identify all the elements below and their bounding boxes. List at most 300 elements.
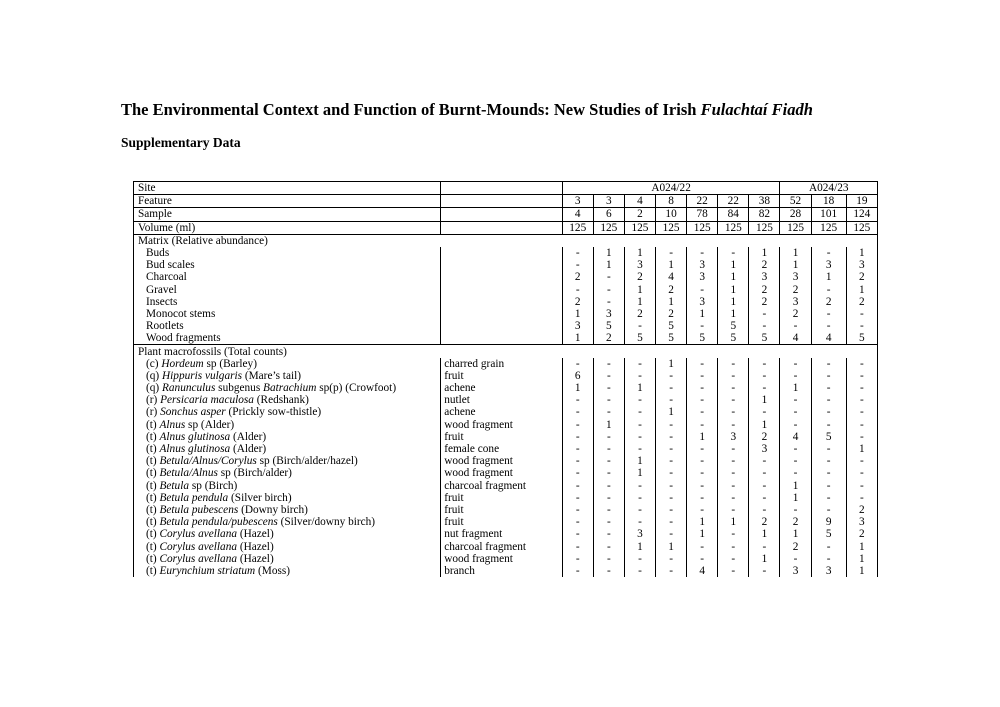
count-value: - — [811, 553, 846, 565]
taxon-label — [134, 528, 441, 540]
count-value: 1 — [780, 259, 811, 271]
count-value: 5 — [846, 332, 877, 345]
count-value: - — [656, 419, 687, 431]
section-header-row — [134, 234, 878, 247]
count-value: - — [624, 492, 655, 504]
page-title-main: The Environmental Context and Function of Burnt-Mounds: New Studies of Irish — [121, 100, 701, 119]
count-value: 4 — [656, 271, 687, 283]
taxon-text: (Hazel) — [237, 552, 274, 565]
count-value: - — [624, 406, 655, 418]
taxon-label — [134, 259, 441, 271]
count-value: - — [687, 406, 718, 418]
page-subtitle: Supplementary Data — [121, 135, 241, 150]
taxon-label — [134, 271, 441, 283]
count-value: 2 — [656, 308, 687, 320]
count-value: - — [749, 565, 780, 577]
taxon-label — [134, 382, 441, 394]
count-value: - — [562, 431, 593, 443]
table-row — [134, 332, 878, 345]
taxon-text: (q) — [146, 382, 162, 395]
count-value: 1 — [562, 332, 593, 345]
material-type: wood fragment — [441, 553, 562, 565]
count-value: 5 — [718, 332, 749, 345]
taxon-text: sp (Alder) — [185, 418, 235, 431]
taxon-text: (Hazel) — [237, 540, 274, 553]
count-value: - — [593, 565, 624, 577]
taxon-text: (t) — [146, 467, 160, 480]
table-row — [134, 455, 878, 467]
table-row — [134, 553, 878, 565]
count-value: 5 — [811, 528, 846, 540]
count-value: - — [624, 419, 655, 431]
count-value: - — [593, 370, 624, 382]
count-value: - — [718, 553, 749, 565]
count-value: - — [749, 308, 780, 320]
volume-value: 125 — [811, 221, 846, 234]
taxon-label — [134, 504, 441, 516]
count-value: - — [624, 565, 655, 577]
count-value: - — [562, 540, 593, 552]
site-label: Site — [134, 182, 441, 195]
count-value: 3 — [780, 271, 811, 283]
feature-value: 18 — [811, 195, 846, 208]
material-type: branch — [441, 565, 562, 577]
count-value: - — [749, 358, 780, 370]
count-value: - — [624, 443, 655, 455]
count-value: - — [656, 516, 687, 528]
count-value: - — [593, 271, 624, 283]
volume-value: 125 — [780, 221, 811, 234]
count-value: - — [780, 443, 811, 455]
table-row — [134, 247, 878, 259]
taxon-text: (Silver/downy birch) — [277, 516, 376, 529]
count-value: - — [656, 443, 687, 455]
count-value: 1 — [593, 259, 624, 271]
count-value: - — [624, 431, 655, 443]
taxon-italic: Alnus glutinosa — [159, 430, 231, 443]
count-value: - — [687, 382, 718, 394]
taxon-italic: Sonchus asper — [160, 406, 226, 419]
count-value: - — [562, 284, 593, 296]
feature-value: 3 — [593, 195, 624, 208]
count-value: - — [562, 528, 593, 540]
table-row — [134, 419, 878, 431]
table-row — [134, 528, 878, 540]
count-value: - — [811, 308, 846, 320]
count-value: - — [749, 382, 780, 394]
sample-value: 2 — [624, 208, 655, 221]
count-value: - — [687, 419, 718, 431]
taxon-italic: Hippuris vulgaris — [162, 369, 243, 382]
material-type: fruit — [441, 492, 562, 504]
count-value: - — [687, 553, 718, 565]
taxon-text: (t) — [146, 443, 160, 456]
volume-value: 125 — [718, 221, 749, 234]
count-value: 3 — [687, 296, 718, 308]
count-value: - — [562, 259, 593, 271]
count-value: - — [749, 492, 780, 504]
count-value: - — [656, 431, 687, 443]
count-value: 2 — [780, 540, 811, 552]
count-value: - — [846, 382, 877, 394]
count-value: - — [624, 370, 655, 382]
taxon-label — [134, 370, 441, 382]
count-value: - — [718, 528, 749, 540]
taxon-italic: Alnus glutinosa — [159, 443, 231, 456]
count-value: - — [687, 443, 718, 455]
count-value: 3 — [687, 271, 718, 283]
count-value: - — [687, 504, 718, 516]
material-type — [441, 284, 562, 296]
feature-value: 22 — [687, 195, 718, 208]
taxon-italic: Betula/Alnus — [159, 467, 218, 480]
count-value: - — [687, 247, 718, 259]
material-type: fruit — [441, 370, 562, 382]
taxon-label — [134, 431, 441, 443]
count-value: - — [718, 467, 749, 479]
feature-value: 52 — [780, 195, 811, 208]
count-value: - — [624, 320, 655, 332]
count-value: 1 — [846, 553, 877, 565]
count-value: - — [811, 284, 846, 296]
count-value: 1 — [562, 382, 593, 394]
count-value: - — [780, 504, 811, 516]
count-value: 2 — [749, 431, 780, 443]
volume-value: 125 — [687, 221, 718, 234]
taxon-label — [134, 540, 441, 552]
count-value: - — [562, 480, 593, 492]
count-value: - — [780, 358, 811, 370]
count-value: - — [656, 553, 687, 565]
sample-value: 84 — [718, 208, 749, 221]
count-value: - — [656, 394, 687, 406]
count-value: 1 — [687, 431, 718, 443]
count-value: 2 — [749, 296, 780, 308]
table-row — [134, 565, 878, 577]
table-row — [134, 516, 878, 528]
site-name: A024/23 — [780, 182, 878, 195]
count-value: 3 — [749, 271, 780, 283]
count-value: - — [780, 455, 811, 467]
material-type: female cone — [441, 443, 562, 455]
count-value: 3 — [687, 259, 718, 271]
count-value: 5 — [656, 332, 687, 345]
table-row — [134, 271, 878, 283]
count-value: 1 — [780, 480, 811, 492]
volume-value: 125 — [656, 221, 687, 234]
count-value: 2 — [780, 284, 811, 296]
taxon-italic: Betula/Alnus/Corylus — [159, 455, 257, 468]
count-value: 1 — [846, 247, 877, 259]
table-row — [134, 308, 878, 320]
count-value: 4 — [780, 431, 811, 443]
count-value: - — [562, 516, 593, 528]
count-value: - — [656, 455, 687, 467]
taxon-text: Monocot stems — [146, 307, 216, 320]
taxon-label — [134, 284, 441, 296]
sample-value: 78 — [687, 208, 718, 221]
sample-value: 101 — [811, 208, 846, 221]
sample-value: 6 — [593, 208, 624, 221]
count-value: 4 — [687, 565, 718, 577]
table-row — [134, 480, 878, 492]
count-value: - — [624, 516, 655, 528]
taxon-italic: Corylus avellana — [159, 540, 238, 553]
count-value: - — [562, 406, 593, 418]
count-value: 1 — [749, 247, 780, 259]
count-value: - — [718, 406, 749, 418]
taxon-text: Rootlets — [146, 320, 184, 333]
count-value: 2 — [656, 284, 687, 296]
count-value: - — [749, 467, 780, 479]
taxon-italic: Corylus avellana — [159, 528, 238, 541]
count-value: - — [562, 443, 593, 455]
count-value: 1 — [780, 528, 811, 540]
taxon-text: (Silver birch) — [228, 491, 292, 504]
taxon-text: (t) — [146, 503, 160, 516]
volume-value: 125 — [749, 221, 780, 234]
taxon-text: sp (Birch) — [189, 479, 238, 492]
count-value: - — [846, 480, 877, 492]
count-value: 1 — [811, 271, 846, 283]
count-value: - — [749, 370, 780, 382]
count-value: 3 — [780, 565, 811, 577]
count-value: 1 — [656, 540, 687, 552]
sample-value: 28 — [780, 208, 811, 221]
count-value: 1 — [718, 284, 749, 296]
page-title-italic: Fulachtaí Fiadh — [700, 100, 813, 119]
count-value: - — [593, 358, 624, 370]
count-value: - — [656, 504, 687, 516]
count-value: 1 — [749, 419, 780, 431]
count-value: - — [656, 247, 687, 259]
count-value: 1 — [749, 553, 780, 565]
count-value: - — [624, 394, 655, 406]
count-value: 2 — [593, 332, 624, 345]
count-value: - — [846, 358, 877, 370]
count-value: - — [687, 320, 718, 332]
count-value: - — [718, 504, 749, 516]
count-value: 3 — [718, 431, 749, 443]
count-value: - — [562, 467, 593, 479]
count-value: - — [656, 382, 687, 394]
count-value: - — [811, 480, 846, 492]
count-value: - — [562, 455, 593, 467]
count-value: 1 — [624, 467, 655, 479]
type-header-cell — [441, 221, 562, 234]
count-value: 1 — [718, 296, 749, 308]
sample-value: 4 — [562, 208, 593, 221]
taxon-text: (r) — [146, 394, 161, 407]
count-value: - — [718, 419, 749, 431]
count-value: - — [846, 492, 877, 504]
table-row — [134, 296, 878, 308]
count-value: - — [624, 504, 655, 516]
table-row — [134, 504, 878, 516]
taxon-text: (t) — [146, 540, 160, 553]
count-value: - — [718, 492, 749, 504]
count-value: - — [780, 467, 811, 479]
material-type: fruit — [441, 516, 562, 528]
material-type: charred grain — [441, 358, 562, 370]
sample-label: Sample — [134, 208, 441, 221]
count-value: 1 — [846, 443, 877, 455]
count-value: - — [593, 443, 624, 455]
count-value: - — [593, 492, 624, 504]
count-value: - — [562, 565, 593, 577]
table-row — [134, 370, 878, 382]
taxon-text: (t) — [146, 516, 160, 529]
count-value: 3 — [846, 259, 877, 271]
count-value: 1 — [687, 308, 718, 320]
count-value: 2 — [749, 259, 780, 271]
section-title: Plant macrofossils (Total counts) — [134, 345, 878, 358]
taxon-text: sp (Birch/alder/hazel) — [256, 455, 358, 468]
count-value: - — [687, 358, 718, 370]
count-value: - — [846, 455, 877, 467]
count-value: - — [718, 382, 749, 394]
count-value: - — [749, 480, 780, 492]
count-value: - — [846, 406, 877, 418]
material-type: wood fragment — [441, 467, 562, 479]
count-value: 1 — [846, 540, 877, 552]
page-title — [121, 100, 813, 120]
count-value: 1 — [749, 528, 780, 540]
count-value: 2 — [846, 296, 877, 308]
count-value: 1 — [562, 308, 593, 320]
count-value: - — [624, 358, 655, 370]
sample-value: 82 — [749, 208, 780, 221]
taxon-text: sp(p) (Crowfoot) — [316, 382, 397, 395]
count-value: - — [656, 370, 687, 382]
taxon-italic: Hordeum — [161, 357, 204, 370]
sample-value: 124 — [846, 208, 877, 221]
count-value: 5 — [593, 320, 624, 332]
count-value: - — [593, 382, 624, 394]
volume-value: 125 — [562, 221, 593, 234]
count-value: - — [562, 492, 593, 504]
count-value: - — [687, 370, 718, 382]
material-type: achene — [441, 406, 562, 418]
taxon-text: (t) — [146, 479, 160, 492]
count-value: 1 — [656, 296, 687, 308]
count-value: 2 — [846, 271, 877, 283]
feature-value: 8 — [656, 195, 687, 208]
count-value: - — [562, 419, 593, 431]
count-value: - — [780, 419, 811, 431]
count-value: - — [687, 455, 718, 467]
table-row — [134, 394, 878, 406]
taxon-label — [134, 394, 441, 406]
feature-label: Feature — [134, 195, 441, 208]
taxon-text: (t) — [146, 528, 160, 541]
count-value: 2 — [811, 296, 846, 308]
count-value: 5 — [656, 320, 687, 332]
count-value: - — [656, 467, 687, 479]
count-value: - — [811, 540, 846, 552]
count-value: - — [593, 467, 624, 479]
count-value: 3 — [811, 565, 846, 577]
count-value: 1 — [687, 528, 718, 540]
count-value: - — [718, 247, 749, 259]
count-value: - — [593, 406, 624, 418]
count-value: - — [718, 455, 749, 467]
count-value: 1 — [624, 284, 655, 296]
material-type: wood fragment — [441, 419, 562, 431]
volume-value: 125 — [846, 221, 877, 234]
count-value: - — [593, 528, 624, 540]
taxon-label — [134, 443, 441, 455]
count-value: 1 — [656, 259, 687, 271]
taxon-label — [134, 332, 441, 345]
count-value: - — [656, 528, 687, 540]
count-value: - — [780, 370, 811, 382]
count-value: 1 — [624, 540, 655, 552]
taxon-label — [134, 296, 441, 308]
count-value: - — [593, 284, 624, 296]
taxon-text: (r) — [146, 406, 161, 419]
count-value: - — [749, 540, 780, 552]
count-value: 1 — [593, 247, 624, 259]
table-row — [134, 467, 878, 479]
count-value: 3 — [593, 308, 624, 320]
count-value: - — [593, 431, 624, 443]
taxon-text: (q) — [146, 369, 162, 382]
count-value: - — [718, 565, 749, 577]
count-value: 1 — [846, 284, 877, 296]
feature-value: 38 — [749, 195, 780, 208]
count-value: - — [718, 480, 749, 492]
taxon-italic: Batrachium — [263, 382, 317, 395]
count-value: - — [624, 480, 655, 492]
count-value: 2 — [780, 516, 811, 528]
count-value: - — [811, 419, 846, 431]
material-type — [441, 332, 562, 345]
header-row-site — [134, 182, 878, 195]
count-value: - — [718, 394, 749, 406]
taxon-label — [134, 480, 441, 492]
taxon-text: Buds — [146, 247, 170, 260]
count-value: 5 — [811, 431, 846, 443]
count-value: - — [811, 443, 846, 455]
count-value: 1 — [780, 492, 811, 504]
count-value: - — [687, 492, 718, 504]
count-value: 1 — [624, 247, 655, 259]
count-value: - — [811, 504, 846, 516]
count-value: 2 — [846, 528, 877, 540]
count-value: - — [811, 394, 846, 406]
count-value: - — [780, 406, 811, 418]
count-value: - — [811, 247, 846, 259]
count-value: - — [562, 394, 593, 406]
count-value: 9 — [811, 516, 846, 528]
count-value: - — [780, 320, 811, 332]
taxon-label — [134, 308, 441, 320]
taxon-text: Bud scales — [146, 259, 195, 272]
type-header-cell — [441, 182, 562, 195]
count-value: 2 — [562, 271, 593, 283]
count-value: 3 — [846, 516, 877, 528]
material-type: charcoal fragment — [441, 540, 562, 552]
count-value: 1 — [656, 406, 687, 418]
taxon-italic: Betula pendula — [159, 491, 229, 504]
count-value: 1 — [624, 382, 655, 394]
count-value: - — [562, 247, 593, 259]
taxon-text: (t) — [146, 455, 160, 468]
volume-label: Volume (ml) — [134, 221, 441, 234]
count-value: 5 — [749, 332, 780, 345]
feature-value: 3 — [562, 195, 593, 208]
